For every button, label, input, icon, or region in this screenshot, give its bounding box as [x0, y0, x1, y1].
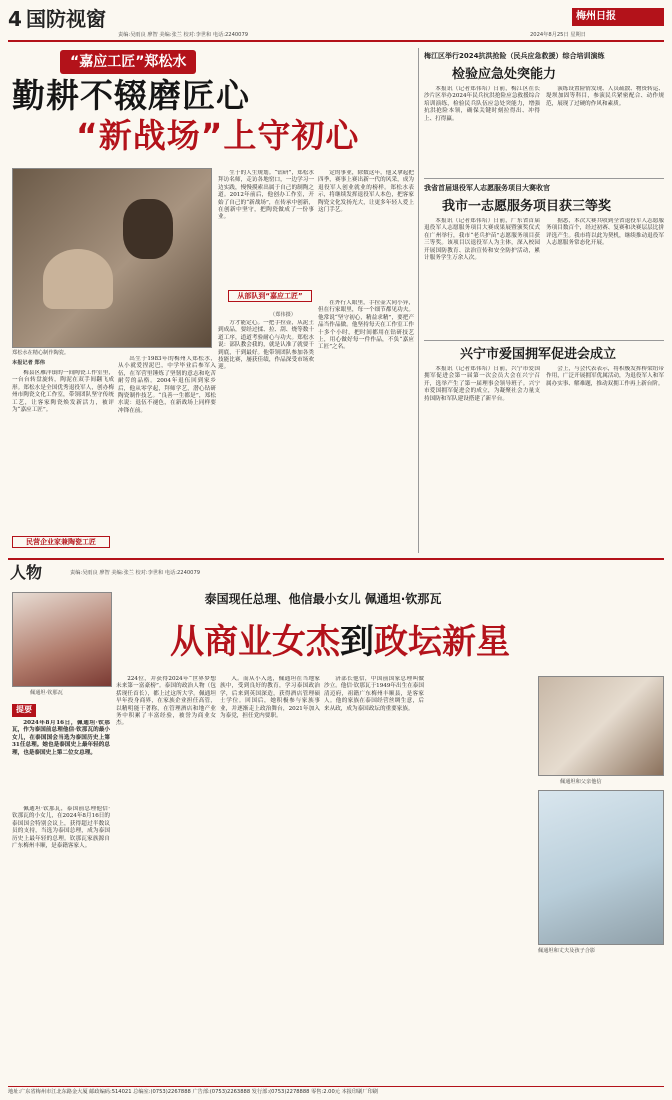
family-photo-2 [538, 790, 664, 945]
column-text: 济部长他信，中国前国家总理叫做沙立。他信·钦那瓦于1949年出生在泰国清迈府，祖籍广东梅州丰顺县，是客家人。他的家族在泰国经营丝绸生意，后来从政，成为泰国政坛的重要家族。 [324, 676, 424, 712]
people-edit-line: 责编:吴雨良 廖智 美编:张兰 校对:李世和 电话:2240079 [70, 570, 201, 576]
feature-column-1 [12, 370, 114, 530]
column-text: 224位，并获得2024年“世界梦想未来第一富豪榜”。泰国的政治人物（包括现任首长），都上过这所大学。佩通坦早年投身商界，在家族企业担任高管，以精明能干著称，在管理酒店和地产业务中积累了丰富经验，被誉为商业女杰。 [116, 676, 216, 727]
summary-label: 提要 [12, 704, 36, 717]
side-note: （郑伟摄） [270, 312, 296, 318]
side-item1-kicker: 梅江区举行2024抗洪抢险（民兵应急救援）综合培训演练 [424, 52, 605, 60]
people-subtitle-bar [118, 592, 528, 610]
column-text: 本报讯（记者郑伟培）日前，梅江区在长沙片区举办2024年民兵抗洪抢险应急救援综合培训演练，检验民兵队伍应急处突能力，增强抗洪抢险本领，确保关键时刻拉得出、冲得上、打得赢。 [424, 86, 540, 122]
date-line: 2024年8月25日 星期日 [530, 32, 586, 38]
family-photo-1 [538, 676, 664, 776]
column-text: 生于的人生规划。“钻研”，郑松水拜访名师，走访各地窑口，一边学习一边实践，慢慢摸索出属于自己的制陶之道。2012年前后，他创办工作室，开始了自己的“新战场”，在传承中创新，在创新中坚守，把陶瓷做成了一份事业。 [218, 170, 314, 221]
family-caption-2: 佩通坦和丈夫及孩子合影 [538, 948, 596, 954]
quote-box: 从部队到“嘉应工匠” [228, 290, 312, 302]
side-item1-text2 [546, 86, 664, 174]
summary-text [12, 720, 110, 800]
side-item3-text2 [546, 366, 664, 550]
pottery-shape [43, 249, 113, 309]
portrait-photo [12, 592, 112, 687]
column-text: 佩通坦·钦那瓦，泰国前总理他信·钦那瓦的小女儿，在2024年8月16日的泰国国会特别会议上，获得超过半数议员的支持，当选为泰国总理，成为泰国历史上最年轻的总理。钦那瓦家族源自广东梅州丰顺，是泰籍客家人。 [12, 806, 110, 849]
portrait-caption: 佩通坦·钦那瓦 [30, 690, 63, 696]
feature-title-2: “新战场”上守初心 [76, 116, 360, 155]
bottom-box: 民营企业家兼陶瓷工匠 [12, 536, 110, 548]
column-text: 在外行人眼里，手拉壶大同小异，但在行家眼里，每一个细节都见功夫。他常说“坚守初心，精益求精”，要把产品当作品做。他坚持每天在工作室工作十多个小时，把时间都用在钻研技艺上，用心做好每一件作品，不负“嘉应工匠”之名。 [318, 300, 414, 351]
page-footer: 地址:广东省梅州市江北东路金大厦 邮政编码:514021 总编室:(0753)2267888 广告部:(0753)2263888 发行部:(0753)2278888 零售:2.00元 本报印刷厂印刷 [8, 1086, 664, 1096]
section-title: 国防视窗 [26, 7, 106, 31]
side-item2-text2 [546, 218, 664, 336]
column-divider [418, 48, 419, 553]
family-caption-1: 佩通坦和父亲他信 [560, 779, 602, 785]
column-text: 本报讯（记者郑伟培）日前，广东省首届退役军人志愿服务项目大赛成果展暨颁奖仪式在广州举行，我市“老兵护苗”志愿服务项目获三等奖。该项目以退役军人为主体，深入校园开展国防教育、法治宣传和安全防护活动，累计服务学生万余人次。 [424, 218, 540, 261]
column-text: 出生于1983年的梅州人郑松水，从小就爱捏泥巴，中学毕业后参军入伍，在军营里锤炼了坚韧的意志和吃苦耐劳的品格。2004年退伍回到家乡后，他从零学起，拜师学艺，潜心钻研陶瓷制作技艺。“良善一生都是”，郑松水说：退伍不褪色，在新战场上同样要冲锋在前。 [118, 356, 216, 414]
column-text: 本报讯（记者郑伟培）日前，兴宁市爱国拥军促进会第一届第一次会员大会在兴宁召开，选举产生了第一届理事会领导班子。兴宁市爱国拥军促进会的成立，为凝聚社会力量支持国防和军队建设搭建了新平台。 [424, 366, 540, 402]
people-column-4 [324, 676, 424, 1081]
side-item1-text [424, 86, 540, 174]
feature-column-3 [218, 170, 314, 280]
column-text: 入。而从小入选，佩通坦在当地家族中，受到良好的教育，学习泰国政治学，后来到英国深造，获得酒店管理硕士学位。回国后，她积极参与家族事业，并逐渐走上政治舞台，2021年加入为泰党，担任党内要职。 [220, 676, 320, 719]
column-text: 梅县区雁洋镇的一间陶瓷工作室里，一台台转盘旋转，陶泥在双手间翻飞成形。郑松水是全国优秀退役军人，创办梅州市陶瓷文化工作室，带领团队坚守传统工艺，让客家陶瓷焕发新活力，被评为“嘉应工匠”。 [12, 370, 114, 413]
page-number: 4 [8, 7, 22, 31]
column-text: 2024年8月16日，佩通坦·钦那瓦，作为泰国前总理他信·钦那瓦的最小女儿，在泰国国会当选为泰国历史上第31任总理。她也是泰国史上最年轻的总理，也是泰国史上第二位女总理。 [12, 720, 110, 756]
feature-title-1: 勤耕不辍磨匠心 [12, 76, 250, 115]
side-item2-kicker: 我省首届退役军人志愿服务项目大赛收官 [424, 184, 550, 192]
side-item2-text [424, 218, 540, 336]
column-text: 会上，与会代表表示，将积极发挥桥梁纽带作用，广泛开展拥军优属活动，为退役军人和军属办实事、解难题，推动双拥工作再上新台阶。 [546, 366, 664, 387]
title-part-b: 到 [340, 622, 374, 662]
people-subtitle: 泰国现任总理、他信最小女儿 佩通坦·钦那瓦 [204, 592, 442, 606]
feature-column-4 [218, 320, 314, 550]
title-part-a: 从商业女杰 [170, 622, 340, 662]
author-line: 本报记者 郑伟 [12, 360, 45, 366]
section-rule [8, 558, 664, 560]
side-item3-title: 兴宁市爱国拥军促进会成立 [460, 347, 617, 362]
newspaper-logo: 梅州日报 [572, 8, 664, 26]
photo-caption: 郑松水在精心制作陶瓷。 [12, 350, 70, 356]
side-item2-title: 我市一志愿服务项目获三等奖 [442, 199, 612, 214]
column-text: 方才能定心。一把手拉壶，从泥土到成品，要经过揉、拉、刮、烧等数十道工序，道道考验耐心与功夫。郑松水说：部队教会我的，就是认准了就要干到底，干到最好。他带领团队参加各类技能比赛，屡获佳绩，作品深受市场欢迎。 [218, 320, 314, 371]
feature-column-5 [318, 170, 414, 300]
side-item3-text [424, 366, 540, 550]
craftsman-figure [123, 199, 173, 259]
feature-photo [12, 168, 212, 348]
feature-column-6 [318, 300, 414, 550]
divider [424, 178, 664, 179]
side-item1-title: 检验应急处突能力 [452, 67, 557, 82]
people-title [170, 620, 510, 665]
column-text: 演练设置险情发现、人员疏散、物资转运、堤坝加固等科目，参演民兵紧密配合、动作规范，展现了过硬的作风和素质。 [546, 86, 664, 107]
people-column-1 [12, 806, 110, 1081]
feature-kicker: “嘉应工匠”郑松水 [60, 50, 196, 74]
people-column-2 [116, 676, 216, 1081]
column-text: 定的事业，除数这年，他又拿起把四季，赛事上赛出新一代的风采，成为退役军人创业就业的榜样。郑松水表示，将继续发挥退役军人本色，把客家陶瓷文化发扬光大，让更多年轻人爱上这门手艺。 [318, 170, 414, 213]
column-text: 据悉，本次大赛共收到全省退役军人志愿服务项目数百个，经过初赛、复赛和决赛层层比拼评选产生。我市将以此为契机，继续推动退役军人志愿服务常态化开展。 [546, 218, 664, 247]
divider [424, 340, 664, 341]
people-section-title: 人物 [10, 563, 43, 582]
feature-column-2 [118, 356, 216, 551]
edit-line: 责编:吴雨良 廖智 美编:张兰 校对:李世和 电话:2240079 [118, 32, 249, 38]
people-column-3 [220, 676, 320, 1081]
title-part-c: 政坛新星 [374, 622, 510, 662]
